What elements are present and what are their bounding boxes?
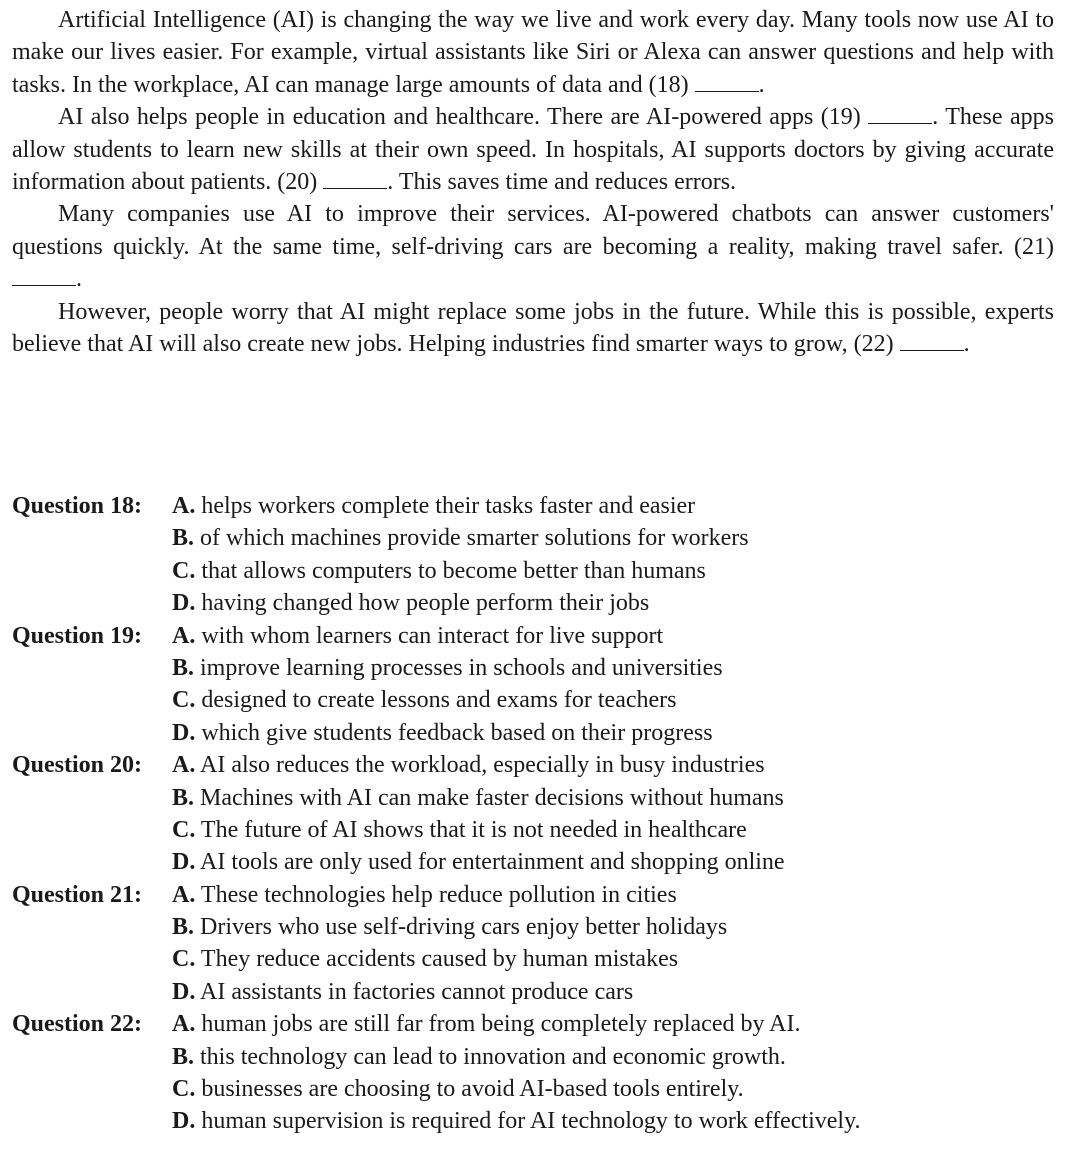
option-body: [172, 555, 706, 587]
option-body: [172, 620, 663, 652]
option-body: [172, 1105, 861, 1137]
option-body: [172, 652, 723, 684]
passage-text: Many companies use AI to improve their services. AI-powered chatbots can answer customers' questions quickly. At the same time, self-driving cars are becoming a reality, making travel safer. (21): [12, 201, 1054, 260]
passage-text: .: [758, 71, 765, 98]
option-letter: B.: [172, 654, 195, 681]
option-text: designed to create lessons and exams for teachers: [201, 687, 677, 714]
blank-22: [900, 328, 964, 351]
question-label-spacer: [12, 1105, 172, 1137]
question-label-spacer: [12, 1073, 172, 1105]
option-letter: C.: [172, 816, 196, 843]
answer-option[interactable]: [12, 879, 1072, 911]
passage-text: .: [963, 331, 970, 358]
option-body: [172, 943, 678, 975]
question-label-spacer: [12, 943, 172, 975]
option-letter: D.: [172, 978, 196, 1005]
answer-option[interactable]: [12, 846, 1072, 878]
blank-18: [695, 69, 759, 92]
option-letter: D.: [172, 1108, 196, 1135]
question-label-spacer: [12, 846, 172, 878]
option-text: AI also reduces the workload, especially in busy industries: [200, 752, 765, 779]
option-letter: C.: [172, 1076, 196, 1103]
option-text: Drivers who use self-driving cars enjoy better holidays: [200, 914, 728, 941]
option-letter: A.: [172, 1011, 196, 1038]
answer-option[interactable]: [12, 976, 1072, 1008]
option-body: [172, 749, 765, 781]
blank-21: [12, 263, 76, 286]
option-letter: D.: [172, 719, 196, 746]
option-letter: C.: [172, 946, 196, 973]
question-label: Question 22:: [12, 1011, 143, 1038]
option-letter: A.: [172, 622, 196, 649]
question-label-spacer: [12, 814, 172, 846]
option-text: helps workers complete their tasks faster and easier: [201, 493, 696, 519]
answer-option[interactable]: [12, 522, 1072, 554]
answer-option[interactable]: [12, 620, 1072, 652]
question-label-spacer: [12, 976, 172, 1008]
question-label-spacer: [12, 587, 172, 619]
option-text: of which machines provide smarter solutions for workers: [200, 525, 749, 552]
passage-paragraph: [12, 198, 1054, 295]
option-body: [172, 522, 749, 554]
option-body: [172, 1008, 801, 1040]
option-letter: A.: [172, 752, 196, 779]
question-label-spacer: [12, 717, 172, 749]
reading-passage: [12, 4, 1054, 360]
question-21: [12, 879, 1072, 1009]
passage-text: However, people worry that AI might replace some jobs in the future. While this is possible, experts believe that AI will also create new jobs. Helping industries find smarter ways to grow, (22): [12, 298, 1054, 358]
option-body: [172, 1041, 786, 1073]
option-text: that allows computers to become better than humans: [201, 557, 706, 584]
option-body: [172, 684, 677, 716]
question-20: [12, 749, 1072, 879]
answer-option[interactable]: [12, 555, 1072, 587]
passage-paragraph: [12, 4, 1054, 101]
answer-option[interactable]: [12, 1073, 1072, 1105]
option-text: AI tools are only used for entertainment and shopping online: [200, 849, 785, 876]
question-label-spacer: [12, 782, 172, 814]
answer-option[interactable]: [12, 911, 1072, 943]
question-label-spacer: [12, 1041, 172, 1073]
answer-option[interactable]: [12, 1041, 1072, 1073]
option-text: They reduce accidents caused by human mistakes: [200, 946, 679, 973]
answer-option[interactable]: [12, 749, 1072, 781]
option-text: businesses are choosing to avoid AI-based tools entirely.: [201, 1076, 744, 1103]
option-letter: A.: [172, 881, 196, 908]
option-letter: C.: [172, 557, 196, 584]
question-label: Question 21:: [12, 881, 143, 908]
option-text: this technology can lead to innovation and economic growth.: [200, 1043, 786, 1070]
passage-paragraph: [12, 296, 1054, 361]
question-18: [12, 490, 1072, 620]
answer-option[interactable]: [12, 490, 1072, 522]
option-text: improve learning processes in schools and universities: [200, 654, 723, 681]
answer-option[interactable]: [12, 782, 1072, 814]
answer-option[interactable]: [12, 943, 1072, 975]
question-label-spacer: [12, 911, 172, 943]
option-letter: D.: [172, 849, 196, 876]
option-text: The future of AI shows that it is not needed in healthcare: [200, 816, 747, 843]
option-letter: B.: [172, 525, 195, 552]
answer-option[interactable]: [12, 814, 1072, 846]
option-text: Machines with AI can make faster decisions without humans: [200, 784, 784, 811]
option-body: [172, 717, 713, 749]
question-label-spacer: [12, 652, 172, 684]
question-label: Question 18:: [12, 493, 143, 519]
option-letter: B.: [172, 784, 195, 811]
option-letter: C.: [172, 687, 196, 714]
passage-paragraph: [12, 101, 1054, 198]
question-label: Question 19:: [12, 622, 143, 649]
blank-20: [323, 166, 387, 189]
option-letter: B.: [172, 1043, 195, 1070]
option-body: [172, 1073, 744, 1105]
blank-19: [868, 101, 932, 124]
option-text: human supervision is required for AI technology to work effectively.: [201, 1108, 861, 1135]
question-19: [12, 620, 1072, 750]
option-letter: B.: [172, 914, 195, 941]
option-body: [172, 976, 633, 1008]
answer-option[interactable]: [12, 652, 1072, 684]
option-text: having changed how people perform their jobs: [201, 590, 650, 617]
option-body: [172, 587, 649, 619]
question-label-spacer: [12, 555, 172, 587]
question-label-spacer: [12, 684, 172, 716]
passage-text: . These apps allow students to learn new skills at their own speed. In hospitals, AI supports doctors by giving accurate information about patients. (20): [12, 104, 1054, 196]
option-text: human jobs are still far from being completely replaced by AI.: [201, 1011, 801, 1038]
answer-option[interactable]: [12, 1105, 1072, 1137]
option-body: [172, 814, 747, 846]
passage-text: Artificial Intelligence (AI) is changing the way we live and work every day. Many tools now use AI to make our lives easier. For example, virtual assistants like Siri or Alexa can answer questions and help with tasks. In the workplace, AI can manage large amounts of data and (18): [12, 7, 1054, 98]
answer-option[interactable]: [12, 717, 1072, 749]
option-text: These technologies help reduce pollution in cities: [200, 881, 677, 908]
question-22: [12, 1008, 1072, 1138]
answer-option[interactable]: [12, 684, 1072, 716]
passage-text: .: [76, 266, 82, 293]
option-body: [172, 879, 677, 911]
question-label: Question 20:: [12, 752, 143, 779]
passage-text: . This saves time and reduces errors.: [387, 169, 737, 196]
answer-option[interactable]: [12, 1008, 1072, 1040]
option-text: with whom learners can interact for live support: [201, 622, 664, 649]
option-body: [172, 782, 784, 814]
option-body: [172, 490, 695, 522]
question-label-spacer: [12, 522, 172, 554]
option-text: which give students feedback based on their progress: [201, 719, 713, 746]
option-letter: A.: [172, 493, 196, 519]
answer-option[interactable]: [12, 587, 1072, 619]
option-letter: D.: [172, 590, 196, 617]
option-text: AI assistants in factories cannot produce cars: [200, 978, 634, 1005]
option-body: [172, 846, 785, 878]
option-body: [172, 911, 727, 943]
question-list: [12, 490, 1072, 1138]
passage-text: AI also helps people in education and healthcare. There are AI-powered apps (19): [58, 104, 869, 131]
